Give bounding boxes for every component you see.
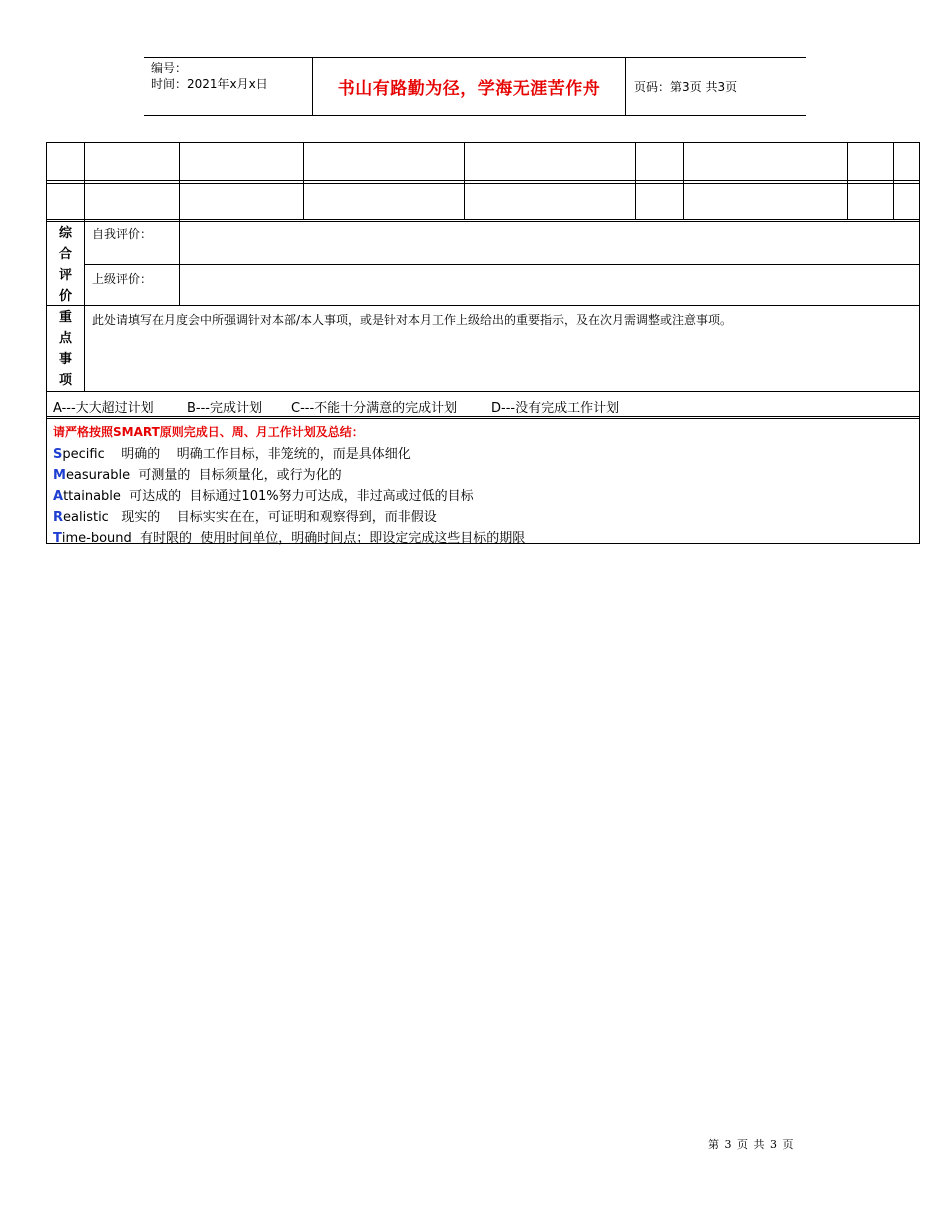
row-divider <box>47 180 919 181</box>
self-evaluation-label: 自我评价： <box>92 227 153 241</box>
row-divider <box>47 416 919 417</box>
smart-row-realistic: Realistic 现实的 目标实实在在，可证明和观察得到，而非假设 <box>53 510 437 525</box>
row-divider <box>47 221 919 222</box>
document-header <box>144 57 806 116</box>
time-label: 时间：2021年x月x日 <box>151 77 268 91</box>
key-items-text: 此处请填写在月度会中所强调针对本部/本人事项，或是针对本月工作上级给出的重要指示，及在次月需调整或注意事项。 <box>92 313 733 327</box>
grade-a: A---大大超过计划 <box>53 401 154 416</box>
smart-row-specific: Specific 明确的 明确工作目标，非笼统的，而是具体细化 <box>53 447 411 462</box>
row-divider <box>47 391 919 392</box>
col-divider <box>303 143 304 220</box>
number-label: 编号： <box>151 61 188 75</box>
row-divider <box>47 183 919 184</box>
smart-title: 请严格按照SMART原则完成日、周、月工作计划及总结： <box>53 425 364 439</box>
col-divider <box>683 143 684 220</box>
key-items-label: 重 点 事 项 <box>58 310 72 388</box>
grade-b: B---完成计划 <box>187 401 262 416</box>
row-divider <box>47 305 919 306</box>
col-divider <box>179 143 180 220</box>
row-divider <box>47 418 919 419</box>
row-divider <box>47 219 919 220</box>
smart-row-measurable: Measurable 可测量的 目标须量化，或行为化的 <box>53 468 342 483</box>
grade-d: D---没有完成工作计划 <box>491 401 620 416</box>
smart-row-attainable: Attainable 可达成的 目标通过101%努力可达成，非过高或过低的目标 <box>53 489 474 504</box>
col-divider <box>464 143 465 220</box>
col-divider <box>635 143 636 220</box>
motto: 书山有路勤为径，学海无涯苦作舟 <box>312 58 626 115</box>
eval-col-divider <box>179 220 180 305</box>
smart-row-time-bound: Time-bound 有时限的 使用时间单位，明确时间点；即设定完成这些目标的期限 <box>53 531 526 546</box>
page-info: 页码：第3页 共3页 <box>634 80 738 94</box>
col-divider <box>893 143 894 220</box>
grade-c: C---不能十分满意的完成计划 <box>291 401 458 416</box>
work-plan-table <box>46 142 920 544</box>
superior-evaluation-label: 上级评价： <box>92 272 153 286</box>
evaluation-label: 综 合 评 价 <box>58 226 72 304</box>
page-footer: 第 3 页 共 3 页 <box>708 1138 795 1151</box>
header-meta <box>144 58 312 115</box>
col-divider <box>847 143 848 220</box>
col-divider <box>84 143 85 220</box>
row-divider <box>84 264 919 265</box>
